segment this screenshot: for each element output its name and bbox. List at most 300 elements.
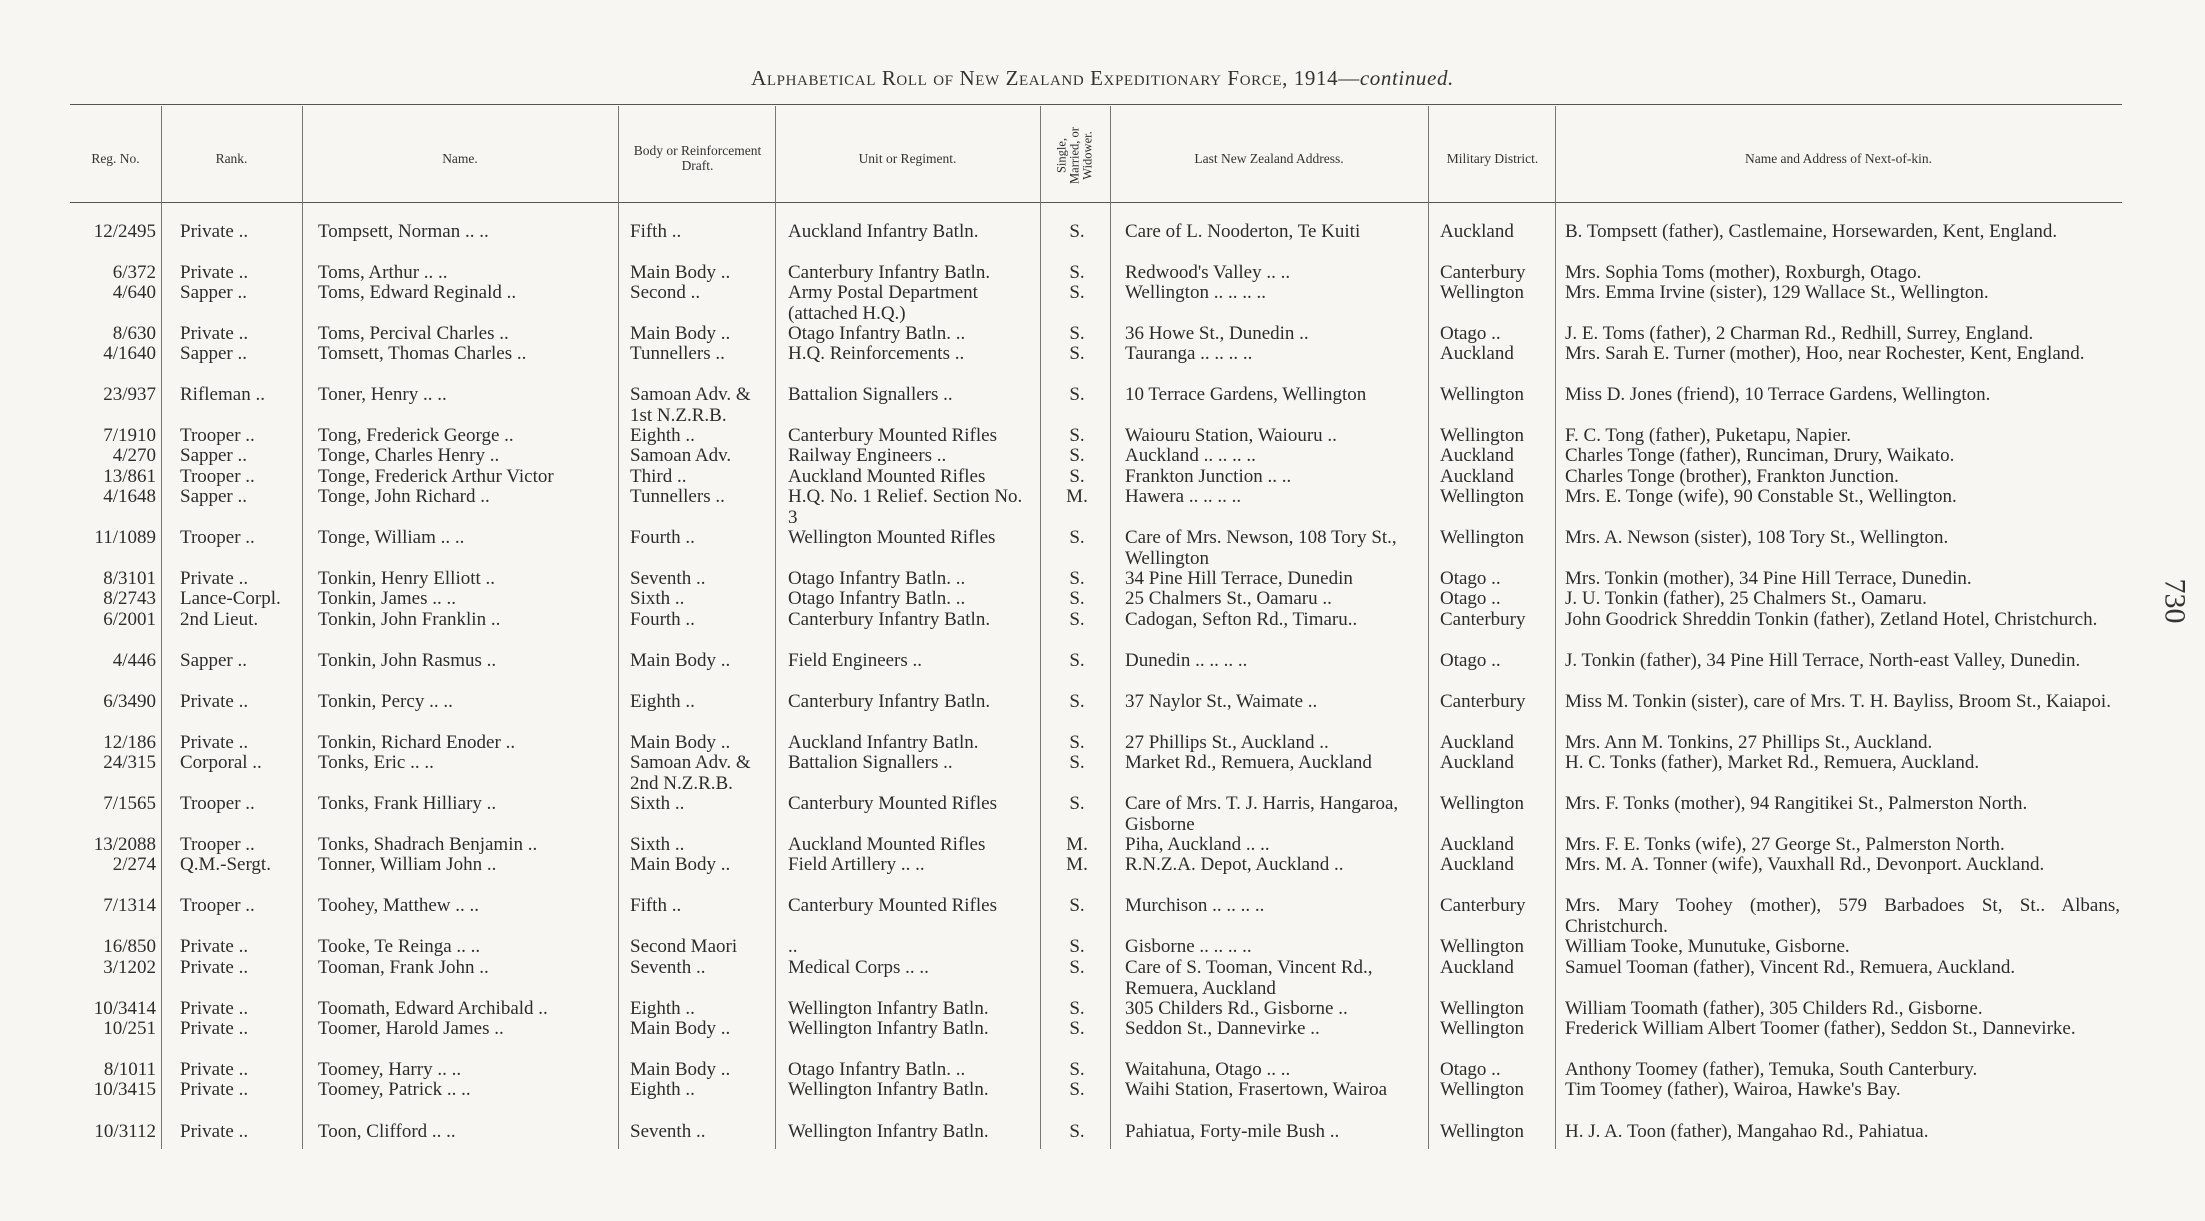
cell-district: Otago .. [1440, 650, 1501, 671]
cell-reg-no: 8/2743 [103, 588, 156, 609]
cell-next-of-kin: H. C. Tonks (father), Market Rd., Remuera, Auckland. [1565, 752, 1980, 773]
cell-rank: Private .. [180, 323, 249, 344]
table-row [0, 957, 2205, 999]
title-main: Alphabetical Roll of New Zealand Expeditionary Force, 1914— [751, 66, 1360, 90]
cell-address: Dunedin .. .. .. .. [1125, 650, 1248, 671]
cell-name: Toohey, Matthew .. .. [318, 895, 480, 916]
cell-address: 10 Terrace Gardens, Wellington [1125, 384, 1367, 405]
cell-unit: Medical Corps .. .. [788, 957, 929, 978]
cell-next-of-kin: J. U. Tonkin (father), 25 Chalmers St., Oamaru. [1565, 588, 1927, 609]
cell-district: Canterbury [1440, 691, 1526, 712]
cell-name: Toomath, Edward Archibald .. [318, 998, 548, 1019]
cell-name: Tonge, John Richard .. [318, 486, 490, 507]
cell-address: 25 Chalmers St., Oamaru .. [1125, 588, 1332, 609]
cell-rank: Trooper .. [180, 793, 255, 814]
cell-address: Care of L. Nooderton, Te Kuiti [1125, 221, 1361, 242]
cell-next-of-kin: Miss M. Tonkin (sister), care of Mrs. T. H. Bayliss, Broom St., Kaiapoi. [1565, 691, 2111, 712]
cell-district: Auckland [1440, 221, 1514, 242]
cell-unit: Otago Infantry Batln. .. [788, 1059, 966, 1080]
cell-next-of-kin: Mrs. Ann M. Tonkins, 27 Phillips St., Auckland. [1565, 732, 1933, 753]
header-status [1038, 110, 1112, 200]
cell-next-of-kin: Frederick William Albert Toomer (father), Seddon St., Dannevirke. [1565, 1018, 2076, 1039]
header-district: Military District. [1446, 150, 1539, 166]
cell-name: Toms, Arthur .. .. [318, 262, 448, 283]
cell-rank: Q.M.-Sergt. [180, 854, 271, 875]
cell-name: Toomey, Harry .. .. [318, 1059, 462, 1080]
cell-district: Otago .. [1440, 588, 1501, 609]
cell-address: Care of Mrs. T. J. Harris, Hangaroa, Gisborne [1125, 793, 1399, 835]
cell-district: Canterbury [1440, 609, 1526, 630]
cell-name: Tonge, Charles Henry .. [318, 445, 500, 466]
table-row [0, 588, 2205, 609]
cell-district: Wellington [1440, 793, 1524, 814]
cell-rank: Private .. [180, 1018, 249, 1039]
cell-status: S. [1069, 568, 1085, 589]
cell-next-of-kin: B. Tompsett (father), Castlemaine, Horsewarden, Kent, England. [1565, 221, 2058, 242]
table-row [0, 568, 2205, 589]
cell-name: Toomey, Patrick .. .. [318, 1079, 471, 1100]
cell-address: Waitahuna, Otago .. .. [1125, 1059, 1291, 1080]
cell-next-of-kin: F. C. Tong (father), Puketapu, Napier. [1565, 425, 1851, 446]
table-row [0, 282, 2205, 324]
cell-district: Auckland [1440, 732, 1514, 753]
cell-address: 305 Childers Rd., Gisborne .. [1125, 998, 1348, 1019]
cell-next-of-kin: Charles Tonge (brother), Frankton Junction. [1565, 466, 1899, 487]
cell-status: S. [1069, 936, 1085, 957]
cell-address: Piha, Auckland .. .. [1125, 834, 1270, 855]
cell-status: S. [1069, 1121, 1085, 1142]
cell-status: S. [1069, 1018, 1085, 1039]
cell-district: Auckland [1440, 445, 1514, 466]
cell-body-draft: Tunnellers .. [630, 343, 725, 364]
cell-reg-no: 23/937 [103, 384, 156, 405]
cell-name: Tonks, Frank Hilliary .. [318, 793, 497, 814]
cell-rank: Private .. [180, 262, 249, 283]
cell-rank: Private .. [180, 1059, 249, 1080]
cell-body-draft: Sixth .. [630, 793, 685, 814]
cell-unit: Wellington Infantry Batln. [788, 1079, 989, 1100]
table-row [0, 1059, 2205, 1080]
cell-name: Tonkin, John Rasmus .. [318, 650, 497, 671]
header-name: Name. [442, 150, 478, 166]
header-rank: Rank. [215, 150, 248, 166]
cell-reg-no: 4/1648 [103, 486, 156, 507]
cell-rank: 2nd Lieut. [180, 609, 259, 630]
top-rule [70, 104, 2122, 105]
cell-unit: Otago Infantry Batln. .. [788, 588, 966, 609]
header-unit: Unit or Regiment. [858, 150, 957, 166]
cell-unit: Wellington Infantry Batln. [788, 998, 989, 1019]
cell-district: Wellington [1440, 1079, 1524, 1100]
cell-name: Tonkin, John Franklin .. [318, 609, 501, 630]
cell-address: Care of Mrs. Newson, 108 Tory St., Wellington [1125, 527, 1397, 569]
cell-rank: Private .. [180, 1121, 249, 1142]
cell-address: 37 Naylor St., Waimate .. [1125, 691, 1318, 712]
cell-body-draft: Samoan Adv. & 1st N.Z.R.B. [630, 384, 751, 426]
table-row [0, 895, 2205, 937]
table-row [0, 323, 2205, 344]
cell-reg-no: 2/274 [112, 854, 156, 875]
cell-status: S. [1069, 282, 1085, 303]
cell-district: Auckland [1440, 343, 1514, 364]
table-row [0, 343, 2205, 364]
cell-status: S. [1069, 1059, 1085, 1080]
cell-unit: Auckland Infantry Batln. [788, 221, 979, 242]
cell-district: Auckland [1440, 834, 1514, 855]
cell-unit: Canterbury Mounted Rifles [788, 793, 997, 814]
cell-status: S. [1069, 732, 1085, 753]
title-continued: continued. [1359, 66, 1454, 90]
page-number: 730 [2158, 578, 2192, 624]
cell-unit: Otago Infantry Batln. .. [788, 323, 966, 344]
cell-district: Canterbury [1440, 262, 1526, 283]
cell-name: Tomsett, Thomas Charles .. [318, 343, 527, 364]
cell-body-draft: Eighth .. [630, 998, 695, 1019]
table-row [0, 691, 2205, 712]
cell-body-draft: Seventh .. [630, 957, 706, 978]
cell-next-of-kin: Mrs. F. Tonks (mother), 94 Rangitikei St., Palmerston North. [1565, 793, 2028, 814]
cell-body-draft: Samoan Adv. [630, 445, 732, 466]
cell-name: Tonge, Frederick Arthur Victor [318, 466, 554, 487]
cell-next-of-kin: H. J. A. Toon (father), Mangahao Rd., Pahiatua. [1565, 1121, 1929, 1142]
cell-unit: Canterbury Mounted Rifles [788, 425, 997, 446]
cell-unit: Wellington Infantry Batln. [788, 1018, 989, 1039]
cell-name: Tonkin, Richard Enoder .. [318, 732, 516, 753]
cell-next-of-kin: Mrs. E. Tonge (wife), 90 Constable St., Wellington. [1565, 486, 1957, 507]
cell-reg-no: 13/861 [103, 466, 156, 487]
cell-reg-no: 10/3415 [93, 1079, 156, 1100]
cell-unit: Auckland Mounted Rifles [788, 834, 986, 855]
cell-next-of-kin: Mrs. Sophia Toms (mother), Roxburgh, Otago. [1565, 262, 1922, 283]
cell-rank: Private .. [180, 957, 249, 978]
cell-reg-no: 4/446 [112, 650, 156, 671]
cell-status: S. [1069, 998, 1085, 1019]
cell-address: Cadogan, Sefton Rd., Timaru.. [1125, 609, 1358, 630]
cell-name: Tooke, Te Reinga .. .. [318, 936, 481, 957]
cell-unit: H.Q. No. 1 Relief. Section No. 3 [788, 486, 1023, 528]
cell-status: S. [1069, 323, 1085, 344]
cell-rank: Sapper .. [180, 445, 248, 466]
cell-next-of-kin: Mrs. A. Newson (sister), 108 Tory St., Wellington. [1565, 527, 1949, 548]
cell-body-draft: Seventh .. [630, 568, 706, 589]
cell-reg-no: 10/3414 [93, 998, 156, 1019]
cell-rank: Sapper .. [180, 486, 248, 507]
cell-unit: Battalion Signallers .. [788, 752, 953, 773]
cell-rank: Trooper .. [180, 895, 255, 916]
cell-status: S. [1069, 262, 1085, 283]
cell-district: Wellington [1440, 384, 1524, 405]
cell-address: Waihi Station, Frasertown, Wairoa [1125, 1079, 1388, 1100]
table-row [0, 466, 2205, 487]
cell-body-draft: Main Body .. [630, 1059, 731, 1080]
cell-status: S. [1069, 793, 1085, 814]
cell-district: Wellington [1440, 998, 1524, 1019]
cell-body-draft: Fourth .. [630, 527, 695, 548]
table-row [0, 793, 2205, 835]
cell-district: Otago .. [1440, 568, 1501, 589]
cell-address: 34 Pine Hill Terrace, Dunedin [1125, 568, 1353, 589]
cell-body-draft: Eighth .. [630, 691, 695, 712]
cell-body-draft: Main Body .. [630, 323, 731, 344]
cell-body-draft: Fourth .. [630, 609, 695, 630]
table-row [0, 1121, 2205, 1142]
cell-reg-no: 4/1640 [103, 343, 156, 364]
cell-address: 27 Phillips St., Auckland .. [1125, 732, 1329, 753]
cell-next-of-kin: Mrs. Mary Toohey (mother), 579 Barbadoes St, St.. Albans, Christchurch. [1565, 895, 2120, 937]
cell-reg-no: 6/2001 [103, 609, 156, 630]
cell-status: M. [1066, 854, 1088, 875]
cell-rank: Private .. [180, 221, 249, 242]
cell-name: Toms, Edward Reginald .. [318, 282, 517, 303]
cell-district: Wellington [1440, 936, 1524, 957]
header-address: Last New Zealand Address. [1194, 150, 1344, 166]
header-status-label: Single, Married, or Widower. [1054, 126, 1095, 184]
cell-rank: Rifleman .. [180, 384, 265, 405]
cell-name: Toner, Henry .. .. [318, 384, 447, 405]
cell-district: Otago .. [1440, 1059, 1501, 1080]
cell-next-of-kin: Mrs. F. E. Tonks (wife), 27 George St., Palmerston North. [1565, 834, 2005, 855]
table-row [0, 732, 2205, 753]
cell-rank: Private .. [180, 998, 249, 1019]
cell-next-of-kin: Mrs. M. A. Tonner (wife), Vauxhall Rd., Devonport. Auckland. [1565, 854, 2045, 875]
cell-reg-no: 3/1202 [103, 957, 156, 978]
cell-district: Auckland [1440, 466, 1514, 487]
header-body-draft: Body or Reinforcement Draft. [633, 143, 762, 173]
cell-district: Otago .. [1440, 323, 1501, 344]
cell-body-draft: Fifth .. [630, 221, 682, 242]
cell-address: Market Rd., Remuera, Auckland [1125, 752, 1372, 773]
cell-body-draft: Third .. [630, 466, 687, 487]
cell-status: S. [1069, 1079, 1085, 1100]
cell-status: S. [1069, 343, 1085, 364]
cell-rank: Private .. [180, 568, 249, 589]
table-row [0, 221, 2205, 242]
cell-rank: Sapper .. [180, 343, 248, 364]
cell-status: S. [1069, 957, 1085, 978]
cell-body-draft: Second .. [630, 282, 701, 303]
cell-address: Gisborne .. .. .. .. [1125, 936, 1252, 957]
cell-unit: Canterbury Infantry Batln. [788, 609, 991, 630]
cell-address: Hawera .. .. .. .. [1125, 486, 1242, 507]
cell-rank: Trooper .. [180, 425, 255, 446]
cell-unit: .. [788, 936, 798, 957]
cell-body-draft: Fifth .. [630, 895, 682, 916]
cell-rank: Private .. [180, 936, 249, 957]
cell-reg-no: 8/3101 [103, 568, 156, 589]
cell-district: Wellington [1440, 527, 1524, 548]
cell-status: S. [1069, 588, 1085, 609]
cell-rank: Lance-Corpl. [180, 588, 281, 609]
cell-status: M. [1066, 834, 1088, 855]
cell-name: Tonkin, Henry Elliott .. [318, 568, 496, 589]
cell-name: Tonks, Shadrach Benjamin .. [318, 834, 538, 855]
cell-next-of-kin: J. E. Toms (father), 2 Charman Rd., Redhill, Surrey, England. [1565, 323, 2034, 344]
cell-reg-no: 8/630 [112, 323, 156, 344]
cell-body-draft: Main Body .. [630, 650, 731, 671]
table-row [0, 609, 2205, 630]
cell-rank: Sapper .. [180, 650, 248, 671]
table-row [0, 527, 2205, 569]
cell-reg-no: 24/315 [103, 752, 156, 773]
cell-rank: Corporal .. [180, 752, 262, 773]
cell-name: Tonge, William .. .. [318, 527, 465, 548]
cell-body-draft: Sixth .. [630, 834, 685, 855]
table-row [0, 650, 2205, 671]
cell-reg-no: 4/640 [112, 282, 156, 303]
cell-address: Wellington .. .. .. .. [1125, 282, 1266, 303]
cell-status: S. [1069, 752, 1085, 773]
cell-name: Toon, Clifford .. .. [318, 1121, 456, 1142]
header-rule [70, 202, 2122, 203]
cell-body-draft: Main Body .. [630, 262, 731, 283]
cell-next-of-kin: Miss D. Jones (friend), 10 Terrace Gardens, Wellington. [1565, 384, 1991, 405]
cell-rank: Private .. [180, 1079, 249, 1100]
cell-reg-no: 12/186 [103, 732, 156, 753]
cell-body-draft: Samoan Adv. & 2nd N.Z.R.B. [630, 752, 751, 794]
cell-reg-no: 16/850 [103, 936, 156, 957]
cell-name: Tonkin, Percy .. .. [318, 691, 453, 712]
cell-reg-no: 4/270 [112, 445, 156, 466]
cell-reg-no: 11/1089 [94, 527, 156, 548]
table-row [0, 854, 2205, 875]
header-reg-no: Reg. No. [91, 150, 140, 166]
cell-district: Auckland [1440, 854, 1514, 875]
cell-address: Pahiatua, Forty-mile Bush .. [1125, 1121, 1340, 1142]
cell-status: S. [1069, 527, 1085, 548]
cell-name: Tooman, Frank John .. [318, 957, 489, 978]
cell-district: Auckland [1440, 957, 1514, 978]
cell-unit: Canterbury Infantry Batln. [788, 691, 991, 712]
cell-reg-no: 8/1011 [103, 1059, 156, 1080]
cell-next-of-kin: Mrs. Tonkin (mother), 34 Pine Hill Terrace, Dunedin. [1565, 568, 1972, 589]
cell-unit: Otago Infantry Batln. .. [788, 568, 966, 589]
cell-address: Tauranga .. .. .. .. [1125, 343, 1253, 364]
cell-name: Toms, Percival Charles .. [318, 323, 509, 344]
cell-rank: Trooper .. [180, 834, 255, 855]
cell-rank: Trooper .. [180, 527, 255, 548]
cell-name: Tonner, William John .. [318, 854, 497, 875]
cell-unit: Army Postal Department (attached H.Q.) [788, 282, 978, 324]
cell-district: Wellington [1440, 1018, 1524, 1039]
cell-address: Redwood's Valley .. .. [1125, 262, 1291, 283]
cell-address: Waiouru Station, Waiouru .. [1125, 425, 1337, 446]
cell-body-draft: Main Body .. [630, 1018, 731, 1039]
cell-body-draft: Seventh .. [630, 1121, 706, 1142]
cell-next-of-kin: Mrs. Emma Irvine (sister), 129 Wallace St., Wellington. [1565, 282, 1989, 303]
cell-status: S. [1069, 466, 1085, 487]
cell-next-of-kin: Tim Toomey (father), Wairoa, Hawke's Bay. [1565, 1079, 1901, 1100]
cell-name: Tong, Frederick George .. [318, 425, 514, 446]
table-row [0, 752, 2205, 794]
table-row [0, 1018, 2205, 1039]
cell-address: Seddon St., Dannevirke .. [1125, 1018, 1320, 1039]
cell-unit: Battalion Signallers .. [788, 384, 953, 405]
cell-status: S. [1069, 425, 1085, 446]
cell-rank: Private .. [180, 732, 249, 753]
cell-district: Wellington [1440, 282, 1524, 303]
table-row [0, 486, 2205, 528]
cell-rank: Trooper .. [180, 466, 255, 487]
cell-next-of-kin: Samuel Tooman (father), Vincent Rd., Remuera, Auckland. [1565, 957, 2016, 978]
cell-district: Auckland [1440, 752, 1514, 773]
cell-address: Care of S. Tooman, Vincent Rd., Remuera, Auckland [1125, 957, 1373, 999]
cell-next-of-kin: Anthony Toomey (father), Temuka, South Canterbury. [1565, 1059, 1978, 1080]
cell-address: Auckland .. .. .. .. [1125, 445, 1256, 466]
cell-body-draft: Eighth .. [630, 425, 695, 446]
cell-rank: Private .. [180, 691, 249, 712]
cell-district: Wellington [1440, 486, 1524, 507]
cell-district: Wellington [1440, 425, 1524, 446]
cell-unit: H.Q. Reinforcements .. [788, 343, 965, 364]
table-row [0, 445, 2205, 466]
cell-status: S. [1069, 691, 1085, 712]
cell-status: M. [1066, 486, 1088, 507]
cell-unit: Canterbury Infantry Batln. [788, 262, 991, 283]
table-row [0, 936, 2205, 957]
cell-status: S. [1069, 895, 1085, 916]
cell-next-of-kin: J. Tonkin (father), 34 Pine Hill Terrace, North-east Valley, Dunedin. [1565, 650, 2081, 671]
page-title [0, 66, 2205, 91]
table-row [0, 262, 2205, 283]
cell-reg-no: 10/3112 [94, 1121, 156, 1142]
cell-unit: Auckland Mounted Rifles [788, 466, 986, 487]
cell-unit: Railway Engineers .. [788, 445, 947, 466]
cell-body-draft: Sixth .. [630, 588, 685, 609]
cell-name: Tonks, Eric .. .. [318, 752, 434, 773]
cell-reg-no: 6/3490 [103, 691, 156, 712]
cell-status: S. [1069, 445, 1085, 466]
cell-next-of-kin: William Tooke, Munutuke, Gisborne. [1565, 936, 1850, 957]
header-next-of-kin: Name and Address of Next-of-kin. [1744, 150, 1933, 166]
cell-name: Tompsett, Norman .. .. [318, 221, 489, 242]
cell-body-draft: Main Body .. [630, 732, 731, 753]
cell-next-of-kin: Mrs. Sarah E. Turner (mother), Hoo, near Rochester, Kent, England. [1565, 343, 2085, 364]
table-row [0, 384, 2205, 426]
cell-status: S. [1069, 221, 1085, 242]
cell-unit: Wellington Infantry Batln. [788, 1121, 989, 1142]
table-row [0, 425, 2205, 446]
cell-address: Murchison .. .. .. .. [1125, 895, 1265, 916]
cell-address: Frankton Junction .. .. [1125, 466, 1292, 487]
cell-status: S. [1069, 650, 1085, 671]
cell-reg-no: 7/1565 [103, 793, 156, 814]
cell-next-of-kin: Charles Tonge (father), Runciman, Drury, Waikato. [1565, 445, 1955, 466]
table-row [0, 834, 2205, 855]
cell-next-of-kin: William Toomath (father), 305 Childers Rd., Gisborne. [1565, 998, 1983, 1019]
cell-name: Toomer, Harold James .. [318, 1018, 504, 1039]
cell-reg-no: 13/2088 [93, 834, 156, 855]
cell-body-draft: Eighth .. [630, 1079, 695, 1100]
cell-reg-no: 6/372 [112, 262, 156, 283]
cell-unit: Field Engineers .. [788, 650, 923, 671]
cell-body-draft: Second Maori [630, 936, 738, 957]
cell-body-draft: Main Body .. [630, 854, 731, 875]
cell-unit: Field Artillery .. .. [788, 854, 925, 875]
cell-unit: Wellington Mounted Rifles [788, 527, 996, 548]
cell-address: R.N.Z.A. Depot, Auckland .. [1125, 854, 1344, 875]
cell-unit: Canterbury Mounted Rifles [788, 895, 997, 916]
cell-name: Tonkin, James .. .. [318, 588, 456, 609]
cell-next-of-kin: John Goodrick Shreddin Tonkin (father), Zetland Hotel, Christchurch. [1565, 609, 2098, 630]
cell-district: Wellington [1440, 1121, 1524, 1142]
cell-status: S. [1069, 609, 1085, 630]
cell-reg-no: 7/1314 [103, 895, 156, 916]
cell-reg-no: 7/1910 [103, 425, 156, 446]
table-row [0, 1079, 2205, 1100]
cell-reg-no: 10/251 [103, 1018, 156, 1039]
cell-unit: Auckland Infantry Batln. [788, 732, 979, 753]
cell-body-draft: Tunnellers .. [630, 486, 725, 507]
